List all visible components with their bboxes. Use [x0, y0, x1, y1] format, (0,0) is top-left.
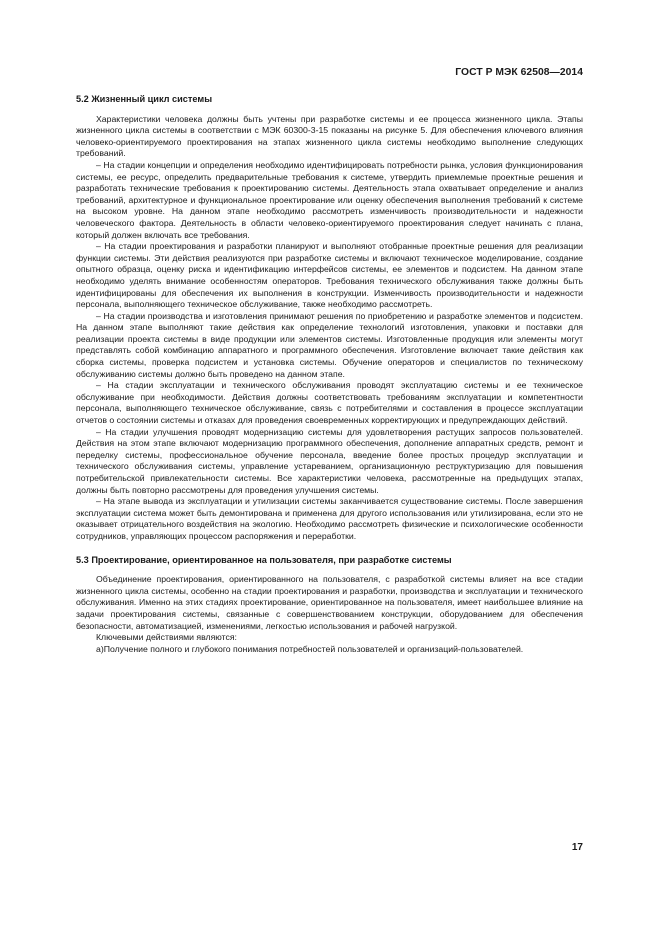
page-number: 17	[571, 842, 583, 853]
paragraph: – На стадии эксплуатации и технического обслуживания проводят эксплуатацию системы и ее техническое обслуживание при необходимости. Действия должны соответствовать требованиям эксплуатации и компетентности персонала, выполняющего техническое обслуживание, связь с потребителями и составления в процессе эксплуатации отчетов о состоянии системы и отказах для проведения своевременных корректирующих и предупреждающих действий.	[76, 380, 583, 426]
paragraph: – На стадии улучшения проводят модернизацию системы для удовлетворения растущих запросов пользователей. Действия на этом этапе включают модернизацию программного обеспечения, дополнение аппаратных средств, ремонт и переделку системы, профессиональное обучение персонала, введение более простых процедур эксплуатации и технического обслуживания системы, управление устареванием, организационную реструктуризацию для повышения потребительской привлекательности системы. Все характеристики человека, рассмотренные на предыдущих этапах, должны быть повторно рассмотрены для проведения улучшения системы.	[76, 426, 583, 495]
section-5-2-title: 5.2 Жизненный цикл системы	[76, 94, 213, 104]
document-code: ГОСТ Р МЭК 62508—2014	[455, 67, 583, 78]
page-body	[76, 94, 583, 655]
paragraph: а)Получение полного и глубокого понимания потребностей пользователей и организаций-пользователей.	[96, 643, 524, 654]
paragraph: Характеристики человека должны быть учтены при разработке системы и ее процесса жизненного цикла. Этапы жизненного цикла системы в соответствии с МЭК 60300-3-15 показаны на рисунке 5. Для обеспечения ключевого влияния человеко-ориентируемого проектирования на этапах жизненного цикла системы необходимо выполнение следующих требований.	[76, 113, 583, 159]
paragraph: – На стадии производства и изготовления принимают решения по приобретению и разработке элементов и подсистем. На данном этапе выполняют такие действия как определение технологий изготовления, упаковки и поставки для реализации проекта системы в виде продукции или элементов системы. Изготовленные продукция или элементы могут представлять собой комбинацию аппаратного и программного обеспечения. Изготовление включает такие действия как сборка системы, проверка подсистем и установка системы. Обучение операторов и специалистов по техническому обслуживанию системы должно быть проведено на данном этапе.	[76, 310, 583, 379]
paragraph: – На стадии проектирования и разработки планируют и выполняют отобранные проектные решения для реализации функции системы. Эти действия реализуются при разработке системы и включают техническое моделирование, создание опытного образца, оценку риска и идентификацию интерфейсов системы, ее элементов и подсистем. На данном этапе необходимо уделять внимание особенностям операторов. Требования технического обслуживания также должны быть идентифицированы для обеспечения их выполнения в конструкции. Изменчивость производительности и надежности персонала, выполняющего техническое обслуживание, также необходимо рассмотреть.	[76, 241, 583, 310]
paragraph: Ключевыми действиями являются:	[96, 632, 237, 643]
section-5-3-title: 5.3 Проектирование, ориентированное на пользователя, при разработке системы	[76, 554, 452, 565]
paragraph: – На стадии концепции и определения необходимо идентифицировать потребности рынка, условия функционирования системы, ее ресурс, определить предварительные требования к системе, утвердить приемлемые проектные решения и разработать технические требования к проектированию системы. Деятельность этапа охватывает определение и анализ требований, архитектурное и функциональное проектирование или оценку обеспечения выполнения требований к системе на высоком уровне. На данном этапе необходимо рассмотреть изменчивость производительности и надежности человеческого фактора. Деятельность в области человеко-ориентируемого проектирования следует начинать с плана, который должен включать все требования.	[76, 159, 583, 240]
paragraph: Объединение проектирования, ориентированного на пользователя, с разработкой системы влияет на все стадии жизненного цикла системы, особенно на стадии проектирования и разработки, производства и эксплуатации и технического обслуживания. Именно на этих стадиях проектирование, ориентированное на пользователя, имеет наибольшее влияние на задачи проектирования системы, связанные с совершенствованием конструкции, оборудованием для обеспечения безопасности, автоматизацией, изменениями, легкостью использования и рабочей нагрузкой.	[76, 574, 583, 631]
paragraph: – На этапе вывода из эксплуатации и утилизации системы заканчивается существование системы. После завершения эксплуатации система может быть демонтирована и применена для другого использования или утилизирована, если это не оказывает отрицательного воздействия на экологию. Необходимо рассмотреть физические и психологические особенности сотрудников, управляющих процессом распоряжения и переработки.	[76, 496, 583, 541]
